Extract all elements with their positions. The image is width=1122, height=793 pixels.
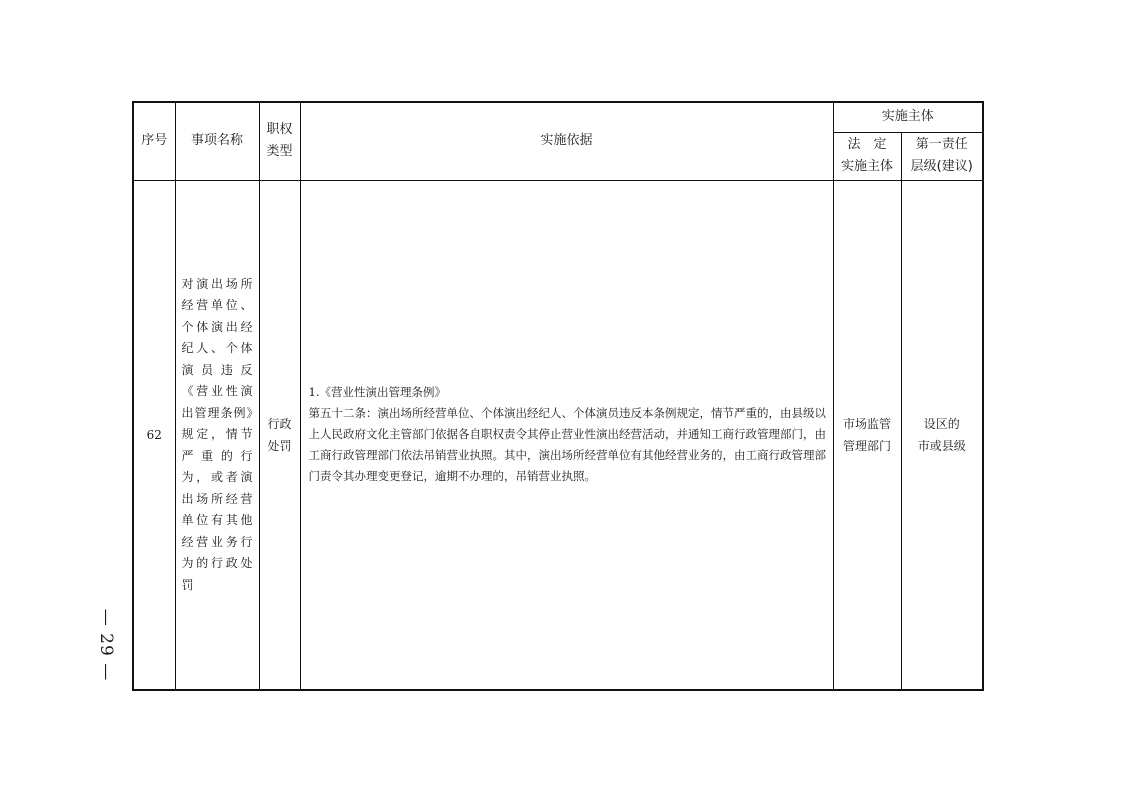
header-type-line2: 类型 xyxy=(266,144,293,160)
header-name: 事项名称 xyxy=(175,102,259,180)
legal-subject-line2: 管理部门 xyxy=(842,438,891,453)
authority-type-line1: 行政 xyxy=(267,416,292,431)
first-responsibility-level xyxy=(901,180,983,690)
legal-basis xyxy=(300,180,833,690)
item-name: 对演出场所经营单位、个体演出经纪人、个体演员违反《营业性演出管理条例》规定，情节严重的行为，或者演出场所经营单位有其他经营业务行为的行政处罚 xyxy=(175,180,259,690)
header-type xyxy=(259,102,300,180)
header-first-line2: 层级(建议) xyxy=(910,159,973,174)
row-number: 62 xyxy=(133,180,175,690)
table-row xyxy=(133,180,983,690)
authority-type xyxy=(259,180,300,690)
header-type-line1: 职权 xyxy=(266,122,293,138)
legal-subject-line1: 市场监管 xyxy=(842,416,891,431)
authority-type-line2: 处罚 xyxy=(267,438,292,453)
header-legal-line2: 实施主体 xyxy=(840,159,893,174)
legal-basis-body: 第五十二条：演出场所经营单位、个体演出经纪人、个体演员违反本条例规定，情节严重的，由县级以上人民政府文化主管部门依据各自职权责令其停止营业性演出经营活动，并通知工商行政管理部门，由工商行政管理部门依法吊销营业执照。其中，演出场所经营单位有其他经营业务的，由工商行政管理部门责令其办理变更登记，逾期不办理的，吊销营业执照。 xyxy=(308,406,826,484)
enforcement-table xyxy=(132,101,984,691)
header-first-level xyxy=(901,132,983,180)
header-no: 序号 xyxy=(133,102,175,180)
header-basis: 实施依据 xyxy=(300,102,833,180)
page-number xyxy=(86,600,126,690)
header-first-line1: 第一责任 xyxy=(915,137,968,152)
header-subject: 实施主体 xyxy=(833,102,983,132)
first-level-line2: 市或县级 xyxy=(917,438,966,453)
page-number-text: — 29 — xyxy=(96,608,117,682)
legal-subject xyxy=(833,180,901,690)
first-level-line1: 设区的 xyxy=(923,416,960,431)
legal-basis-title: 1.《营业性演出管理条例》 xyxy=(308,385,446,400)
header-legal-line1: 法 定 xyxy=(847,137,887,152)
header-legal-subject xyxy=(833,132,901,180)
